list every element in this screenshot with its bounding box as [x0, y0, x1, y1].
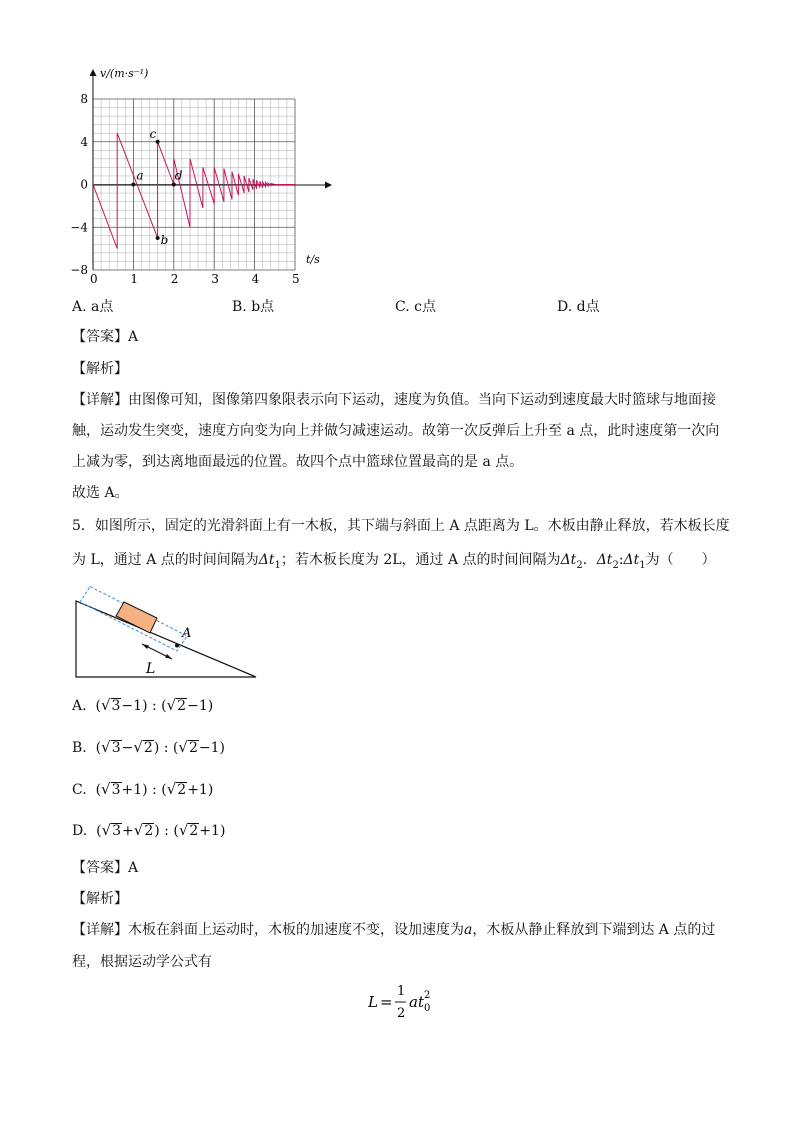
length-arrow-head-left [142, 644, 149, 649]
q4-option-a: A. a点 [72, 299, 114, 315]
q4-answer: 【答案】A [72, 329, 139, 345]
point-b-label: b [160, 232, 169, 247]
q5-option-a: A. (√3−1) : (√2−1) [72, 696, 214, 714]
svg-text:L: L [368, 993, 378, 1011]
point-a-dot [175, 644, 179, 648]
q4-option-c: C. c点 [395, 299, 436, 315]
q5-detail-line-1: 【详解】木板在斜面上运动时，木板的加速度不变，设加速度为a，木板从静止释放到下端到达 A 点的过 [72, 922, 716, 938]
y-tick-label: 0 [80, 177, 88, 192]
incline-triangle [76, 601, 256, 677]
incline-diagram [70, 585, 270, 685]
q5-analysis-heading: 【解析】 [72, 891, 128, 907]
velocity-time-chart [60, 60, 340, 290]
y-tick-label: −8 [70, 263, 88, 277]
svg-text:=: = [380, 993, 393, 1011]
x-axis-label: t/s [306, 253, 320, 266]
y-axis-arrow [90, 69, 97, 76]
svg-text:0: 0 [424, 1003, 431, 1014]
q4-detail-line-1: 【详解】由图像可知，图像第四象限表示向下运动，速度为负值。当向下运动到速度最大时篮球与地面接 [72, 392, 716, 408]
svg-text:t: t [418, 993, 425, 1011]
x-tick-label: 3 [211, 272, 219, 286]
svg-text:a: a [409, 993, 418, 1011]
y-tick-label: 8 [80, 92, 88, 106]
q5-stem-line-1: 5．如图所示，固定的光滑斜面上有一木板，其下端与斜面上 A 点距离为 L。木板由静止释放，若木板长度 [72, 518, 730, 534]
length-arrow-head-right [165, 654, 172, 659]
kinematics-formula [368, 980, 448, 1024]
q5-option-c: C. (√3+1) : (√2+1) [72, 780, 214, 798]
svg-text:2: 2 [397, 1006, 406, 1021]
point-a-label: A [182, 626, 192, 641]
tick-labels [70, 92, 299, 286]
svg-text:1: 1 [397, 984, 406, 999]
q4-detail-line-3: 上减为零，到达离地面最远的位置。故四个点中篮球位置最高的是 a 点。 [72, 454, 524, 470]
q4-option-b: B. b点 [232, 299, 275, 315]
svg-text:2: 2 [424, 990, 431, 1001]
y-tick-label: 4 [80, 134, 88, 149]
q4-detail-line-2: 触，运动发生突变，速度方向变为向上并做匀减速运动。故第一次反弹后上升至 a 点，此时速度第一次向 [72, 423, 720, 439]
x-tick-label: 0 [90, 272, 98, 286]
point-d-dot [172, 183, 176, 187]
q4-option-d: D. d点 [557, 299, 600, 315]
y-axis-label: v/(m·s⁻¹) [100, 67, 149, 80]
q5-answer: 【答案】A [72, 860, 139, 876]
wooden-block [116, 602, 157, 633]
y-tick-label: −4 [70, 220, 88, 235]
x-tick-label: 5 [292, 272, 300, 286]
point-a-label: a [136, 168, 144, 183]
q5-detail-line-2: 程，根据运动学公式有 [72, 954, 212, 970]
x-tick-label: 4 [251, 272, 260, 286]
velocity-series-line [93, 133, 295, 248]
point-d-label: d [174, 168, 183, 183]
q4-analysis-heading: 【解析】 [72, 361, 128, 377]
point-b-dot [156, 236, 160, 240]
q4-conclusion: 故选 A。 [72, 485, 129, 501]
x-axis-arrow [325, 182, 332, 189]
x-tick-label: 2 [170, 272, 179, 286]
length-label: L [146, 661, 156, 677]
q5-option-b: B. (√3−√2) : (√2−1) [72, 738, 225, 756]
point-c-label: c [149, 126, 157, 141]
x-tick-label: 1 [130, 272, 139, 286]
point-a-dot [131, 183, 135, 187]
q5-stem-line-2: 为 L，通过 A 点的时间间隔为$\Delta t_1$；若木板长度为 2L，通过 A 点的时间间隔为$\Delta t_2$．$\Delta t_2:\Delta t_1$为（ ） [72, 552, 716, 571]
q5-option-d: D. (√3+√2) : (√2+1) [72, 821, 226, 839]
